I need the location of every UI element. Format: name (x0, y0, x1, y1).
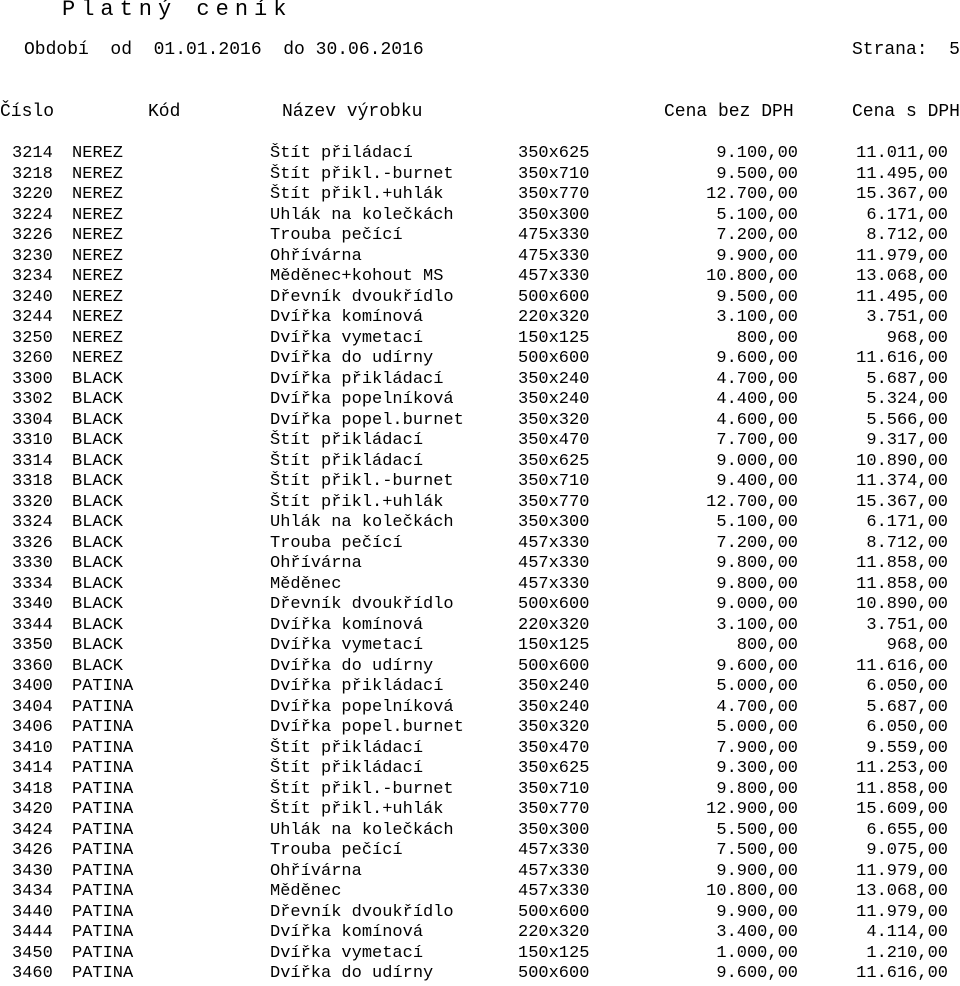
product-code: BLACK (72, 513, 124, 532)
product-size: 350x300 (518, 205, 590, 225)
price-inc-vat: 8.712,00 (866, 533, 948, 553)
product-size: 150x125 (518, 636, 590, 655)
product-code: BLACK (72, 431, 124, 450)
price-inc-vat: 3.751,00 (866, 615, 948, 635)
product-size: 350x625 (518, 451, 590, 471)
product-number: 3234 (12, 267, 53, 286)
column-header-code: Kód (148, 102, 181, 122)
table-row (0, 144, 960, 165)
product-name: Dvířka přikládací (270, 677, 444, 696)
product-code: NEREZ (72, 267, 124, 286)
product-number: 3318 (12, 472, 53, 491)
product-name: Měděnec (270, 574, 342, 594)
table-row (0, 677, 960, 698)
product-number: 3226 (12, 226, 53, 245)
price-inc-vat: 15.367,00 (856, 185, 948, 204)
product-number: 3218 (12, 164, 53, 184)
product-size: 350x470 (518, 738, 590, 758)
table-row (0, 390, 960, 411)
table-row (0, 226, 960, 247)
product-number: 3406 (12, 718, 53, 737)
table-row (0, 288, 960, 309)
table-row (0, 206, 960, 227)
product-code: PATINA (72, 677, 134, 696)
price-inc-vat: 13.068,00 (856, 882, 948, 901)
table-row (0, 575, 960, 596)
table-row (0, 370, 960, 391)
product-name: Dřevník dvoukřídlo (270, 595, 454, 614)
product-number: 3404 (12, 697, 53, 717)
product-number: 3314 (12, 451, 53, 471)
table-row (0, 657, 960, 678)
product-code: NEREZ (72, 205, 124, 225)
product-number: 3240 (12, 287, 53, 307)
product-size: 220x320 (518, 615, 590, 635)
price-inc-vat: 10.890,00 (856, 451, 948, 471)
table-row (0, 616, 960, 637)
table-row (0, 534, 960, 555)
price-inc-vat: 6.050,00 (866, 718, 948, 737)
price-ex-vat: 9.600,00 (716, 349, 798, 368)
product-size: 350x625 (518, 144, 590, 163)
product-size: 475x330 (518, 246, 590, 266)
product-name: Štít přikl.+uhlák (270, 185, 444, 204)
product-number: 3320 (12, 492, 53, 512)
product-name: Štít přikl.-burnet (270, 164, 454, 184)
product-number: 3414 (12, 759, 53, 778)
product-number: 3302 (12, 390, 53, 409)
product-name: Štít přikládací (270, 738, 424, 758)
product-code: PATINA (72, 882, 134, 901)
product-code: BLACK (72, 369, 124, 389)
product-number: 3324 (12, 513, 53, 532)
table-row (0, 964, 960, 985)
product-number: 3460 (12, 964, 53, 983)
product-size: 350x240 (518, 369, 590, 389)
product-code: BLACK (72, 451, 124, 471)
product-size: 350x770 (518, 185, 590, 204)
table-row (0, 841, 960, 862)
product-number: 3410 (12, 738, 53, 758)
product-number: 3300 (12, 369, 53, 389)
product-name: Dvířka do udírny (270, 656, 434, 676)
product-size: 457x330 (518, 882, 590, 901)
product-number: 3340 (12, 595, 53, 614)
product-name: Dvířka do udírny (270, 349, 434, 368)
price-inc-vat: 1.210,00 (866, 943, 948, 963)
product-code: PATINA (72, 861, 134, 881)
price-inc-vat: 15.367,00 (856, 492, 948, 512)
product-number: 3434 (12, 882, 53, 901)
product-number: 3450 (12, 943, 53, 963)
price-ex-vat: 9.800,00 (716, 574, 798, 594)
product-size: 220x320 (518, 308, 590, 327)
price-ex-vat: 7.200,00 (716, 533, 798, 553)
product-name: Uhlák na kolečkách (270, 513, 454, 532)
product-code: PATINA (72, 738, 134, 758)
price-ex-vat: 9.000,00 (716, 595, 798, 614)
product-size: 457x330 (518, 574, 590, 594)
product-code: NEREZ (72, 308, 124, 327)
table-row (0, 308, 960, 329)
price-ex-vat: 9.900,00 (716, 861, 798, 881)
product-size: 350x710 (518, 164, 590, 184)
product-name: Měděnec+kohout MS (270, 267, 444, 286)
product-size: 500x600 (518, 964, 590, 983)
product-size: 350x770 (518, 800, 590, 819)
product-name: Štít přikl.-burnet (270, 779, 454, 799)
product-name: Štít přikl.+uhlák (270, 492, 444, 512)
product-name: Ohřívárna (270, 554, 362, 573)
price-ex-vat: 7.200,00 (716, 226, 798, 245)
price-inc-vat: 5.687,00 (866, 697, 948, 717)
price-inc-vat: 9.075,00 (866, 841, 948, 860)
product-number: 3444 (12, 923, 53, 942)
product-name: Dvířka komínová (270, 308, 424, 327)
product-number: 3326 (12, 533, 53, 553)
period-range: Období od 01.01.2016 do 30.06.2016 (24, 40, 424, 60)
product-name: Trouba pečící (270, 533, 403, 553)
product-size: 350x770 (518, 492, 590, 512)
product-code: BLACK (72, 390, 124, 409)
price-ex-vat: 9.500,00 (716, 287, 798, 307)
price-inc-vat: 5.324,00 (866, 390, 948, 409)
product-name: Štít přiládací (270, 144, 413, 163)
price-inc-vat: 6.050,00 (866, 677, 948, 696)
product-number: 3350 (12, 636, 53, 655)
product-size: 457x330 (518, 554, 590, 573)
table-row (0, 411, 960, 432)
product-name: Štít přikl.+uhlák (270, 800, 444, 819)
price-inc-vat: 968,00 (886, 328, 948, 348)
product-number: 3430 (12, 861, 53, 881)
product-code: NEREZ (72, 349, 124, 368)
table-row (0, 739, 960, 760)
product-size: 350x300 (518, 820, 590, 840)
product-size: 350x240 (518, 697, 590, 717)
price-inc-vat: 3.751,00 (866, 308, 948, 327)
product-code: BLACK (72, 533, 124, 553)
price-inc-vat: 11.011,00 (856, 144, 948, 163)
product-code: BLACK (72, 554, 124, 573)
product-code: BLACK (72, 656, 124, 676)
price-inc-vat: 11.495,00 (856, 164, 948, 184)
price-ex-vat: 5.000,00 (716, 718, 798, 737)
product-code: PATINA (72, 902, 134, 922)
product-number: 3418 (12, 779, 53, 799)
table-row (0, 431, 960, 452)
column-header-price-inc-vat: Cena s DPH (851, 102, 960, 122)
price-inc-vat: 11.374,00 (856, 472, 948, 491)
price-ex-vat: 9.600,00 (716, 964, 798, 983)
price-ex-vat: 9.800,00 (716, 554, 798, 573)
price-inc-vat: 6.655,00 (866, 820, 948, 840)
product-code: BLACK (72, 492, 124, 512)
price-inc-vat: 11.858,00 (856, 574, 948, 594)
table-row (0, 349, 960, 370)
product-number: 3426 (12, 841, 53, 860)
product-number: 3334 (12, 574, 53, 594)
price-ex-vat: 5.000,00 (716, 677, 798, 696)
price-ex-vat: 7.900,00 (716, 738, 798, 758)
product-size: 500x600 (518, 595, 590, 614)
price-inc-vat: 9.559,00 (866, 738, 948, 758)
price-ex-vat: 9.800,00 (716, 779, 798, 799)
table-row (0, 452, 960, 473)
price-ex-vat: 3.400,00 (716, 923, 798, 942)
product-number: 3260 (12, 349, 53, 368)
table-row (0, 267, 960, 288)
product-code: BLACK (72, 574, 124, 594)
price-inc-vat: 6.171,00 (866, 205, 948, 225)
product-code: PATINA (72, 779, 134, 799)
price-inc-vat: 11.979,00 (856, 861, 948, 881)
product-number: 3344 (12, 615, 53, 635)
price-ex-vat: 1.000,00 (716, 943, 798, 963)
table-row (0, 944, 960, 965)
product-size: 500x600 (518, 902, 590, 922)
table-row (0, 636, 960, 657)
price-inc-vat: 11.495,00 (856, 287, 948, 307)
product-name: Trouba pečící (270, 226, 403, 245)
product-code: PATINA (72, 820, 134, 840)
table-row (0, 780, 960, 801)
price-inc-vat: 11.979,00 (856, 246, 948, 266)
product-code: PATINA (72, 759, 134, 778)
price-inc-vat: 968,00 (886, 636, 948, 655)
table-row (0, 718, 960, 739)
price-ex-vat: 12.700,00 (706, 185, 798, 204)
table-row (0, 759, 960, 780)
product-number: 3304 (12, 410, 53, 430)
price-inc-vat: 5.687,00 (866, 369, 948, 389)
product-name: Dvířka popel.burnet (270, 410, 464, 430)
product-name: Dřevník dvoukřídlo (270, 287, 454, 307)
product-name: Štít přikl.-burnet (270, 472, 454, 491)
product-code: PATINA (72, 697, 134, 717)
page-number: Strana: 5 (851, 40, 960, 60)
page-title: Platný ceník (62, 0, 293, 22)
product-name: Trouba pečící (270, 841, 403, 860)
table-row (0, 882, 960, 903)
price-ex-vat: 9.300,00 (716, 759, 798, 778)
price-ex-vat: 7.500,00 (716, 841, 798, 860)
product-code: PATINA (72, 964, 134, 983)
product-code: NEREZ (72, 246, 124, 266)
price-ex-vat: 9.900,00 (716, 246, 798, 266)
table-row (0, 329, 960, 350)
product-name: Ohřívárna (270, 861, 362, 881)
product-name: Měděnec (270, 882, 342, 901)
product-size: 350x710 (518, 779, 590, 799)
price-inc-vat: 5.566,00 (866, 410, 948, 430)
product-name: Uhlák na kolečkách (270, 820, 454, 840)
product-name: Dvířka popelníková (270, 390, 454, 409)
table-row (0, 493, 960, 514)
price-inc-vat: 6.171,00 (866, 513, 948, 532)
table-row (0, 185, 960, 206)
price-ex-vat: 800,00 (736, 328, 798, 348)
product-name: Uhlák na kolečkách (270, 205, 454, 225)
price-ex-vat: 4.700,00 (716, 697, 798, 717)
product-number: 3220 (12, 185, 53, 204)
price-inc-vat: 13.068,00 (856, 267, 948, 286)
price-inc-vat: 11.616,00 (856, 656, 948, 676)
price-ex-vat: 7.700,00 (716, 431, 798, 450)
price-ex-vat: 9.000,00 (716, 451, 798, 471)
price-inc-vat: 9.317,00 (866, 431, 948, 450)
product-number: 3420 (12, 800, 53, 819)
price-inc-vat: 11.979,00 (856, 902, 948, 922)
product-size: 150x125 (518, 328, 590, 348)
table-row (0, 923, 960, 944)
product-name: Dřevník dvoukřídlo (270, 902, 454, 922)
column-header-name: Název výrobku (282, 102, 423, 122)
price-ex-vat: 5.500,00 (716, 820, 798, 840)
price-ex-vat: 4.600,00 (716, 410, 798, 430)
product-size: 457x330 (518, 841, 590, 860)
product-code: BLACK (72, 472, 124, 491)
price-inc-vat: 4.114,00 (866, 923, 948, 942)
product-code: NEREZ (72, 226, 124, 245)
product-size: 350x320 (518, 718, 590, 737)
product-name: Ohřívárna (270, 246, 362, 266)
price-ex-vat: 9.500,00 (716, 164, 798, 184)
product-number: 3230 (12, 246, 53, 266)
table-row (0, 513, 960, 534)
product-name: Dvířka popelníková (270, 697, 454, 717)
product-size: 457x330 (518, 861, 590, 881)
price-inc-vat: 11.616,00 (856, 349, 948, 368)
table-row (0, 698, 960, 719)
product-code: NEREZ (72, 144, 124, 163)
product-number: 3424 (12, 820, 53, 840)
table-row (0, 800, 960, 821)
product-name: Štít přikládací (270, 759, 424, 778)
price-ex-vat: 9.400,00 (716, 472, 798, 491)
product-code: PATINA (72, 800, 134, 819)
price-ex-vat: 10.800,00 (706, 882, 798, 901)
product-code: NEREZ (72, 164, 124, 184)
table-row (0, 595, 960, 616)
product-number: 3214 (12, 144, 53, 163)
product-size: 350x300 (518, 513, 590, 532)
product-code: BLACK (72, 595, 124, 614)
product-code: NEREZ (72, 328, 124, 348)
table-row (0, 472, 960, 493)
product-number: 3224 (12, 205, 53, 225)
product-name: Dvířka vymetací (270, 943, 424, 963)
product-size: 500x600 (518, 349, 590, 368)
product-name: Štít přikládací (270, 451, 424, 471)
product-name: Dvířka vymetací (270, 636, 424, 655)
product-size: 350x240 (518, 390, 590, 409)
product-size: 220x320 (518, 923, 590, 942)
product-number: 3330 (12, 554, 53, 573)
product-number: 3310 (12, 431, 53, 450)
product-name: Dvířka komínová (270, 923, 424, 942)
price-inc-vat: 11.858,00 (856, 554, 948, 573)
price-list-table (0, 144, 960, 985)
product-number: 3244 (12, 308, 53, 327)
price-ex-vat: 9.100,00 (716, 144, 798, 163)
product-name: Dvířka vymetací (270, 328, 424, 348)
column-header-number: Číslo (0, 102, 55, 122)
product-code: BLACK (72, 636, 124, 655)
product-name: Dvířka do udírny (270, 964, 434, 983)
price-inc-vat: 8.712,00 (866, 226, 948, 245)
price-ex-vat: 800,00 (736, 636, 798, 655)
product-code: NEREZ (72, 185, 124, 204)
column-header-price-ex-vat: Cena bez DPH (664, 102, 794, 122)
price-ex-vat: 3.100,00 (716, 308, 798, 327)
product-size: 457x330 (518, 533, 590, 553)
product-code: BLACK (72, 410, 124, 430)
table-row (0, 165, 960, 186)
product-size: 350x625 (518, 759, 590, 778)
product-size: 350x240 (518, 677, 590, 696)
table-row (0, 821, 960, 842)
price-ex-vat: 12.900,00 (706, 800, 798, 819)
price-ex-vat: 5.100,00 (716, 205, 798, 225)
price-ex-vat: 3.100,00 (716, 615, 798, 635)
price-ex-vat: 4.400,00 (716, 390, 798, 409)
product-code: PATINA (72, 841, 134, 860)
product-number: 3440 (12, 902, 53, 922)
price-inc-vat: 10.890,00 (856, 595, 948, 614)
product-name: Dvířka popel.burnet (270, 718, 464, 737)
price-inc-vat: 15.609,00 (856, 800, 948, 819)
product-name: Štít přikládací (270, 431, 424, 450)
table-row (0, 247, 960, 268)
price-ex-vat: 5.100,00 (716, 513, 798, 532)
product-code: PATINA (72, 718, 134, 737)
product-number: 3250 (12, 328, 53, 348)
price-ex-vat: 9.600,00 (716, 656, 798, 676)
product-size: 350x710 (518, 472, 590, 491)
price-inc-vat: 11.616,00 (856, 964, 948, 983)
price-ex-vat: 10.800,00 (706, 267, 798, 286)
table-row (0, 554, 960, 575)
price-inc-vat: 11.253,00 (856, 759, 948, 778)
product-size: 150x125 (518, 943, 590, 963)
product-number: 3400 (12, 677, 53, 696)
product-name: Dvířka komínová (270, 615, 424, 635)
product-size: 500x600 (518, 656, 590, 676)
product-name: Dvířka přikládací (270, 369, 444, 389)
product-size: 350x320 (518, 410, 590, 430)
product-code: NEREZ (72, 287, 124, 307)
product-size: 500x600 (518, 287, 590, 307)
product-number: 3360 (12, 656, 53, 676)
product-size: 457x330 (518, 267, 590, 286)
price-ex-vat: 12.700,00 (706, 492, 798, 512)
product-code: BLACK (72, 615, 124, 635)
product-size: 350x470 (518, 431, 590, 450)
price-inc-vat: 11.858,00 (856, 779, 948, 799)
product-code: PATINA (72, 923, 134, 942)
table-row (0, 862, 960, 883)
product-size: 475x330 (518, 226, 590, 245)
product-code: PATINA (72, 943, 134, 963)
price-ex-vat: 4.700,00 (716, 369, 798, 389)
price-ex-vat: 9.900,00 (716, 902, 798, 922)
table-row (0, 903, 960, 924)
